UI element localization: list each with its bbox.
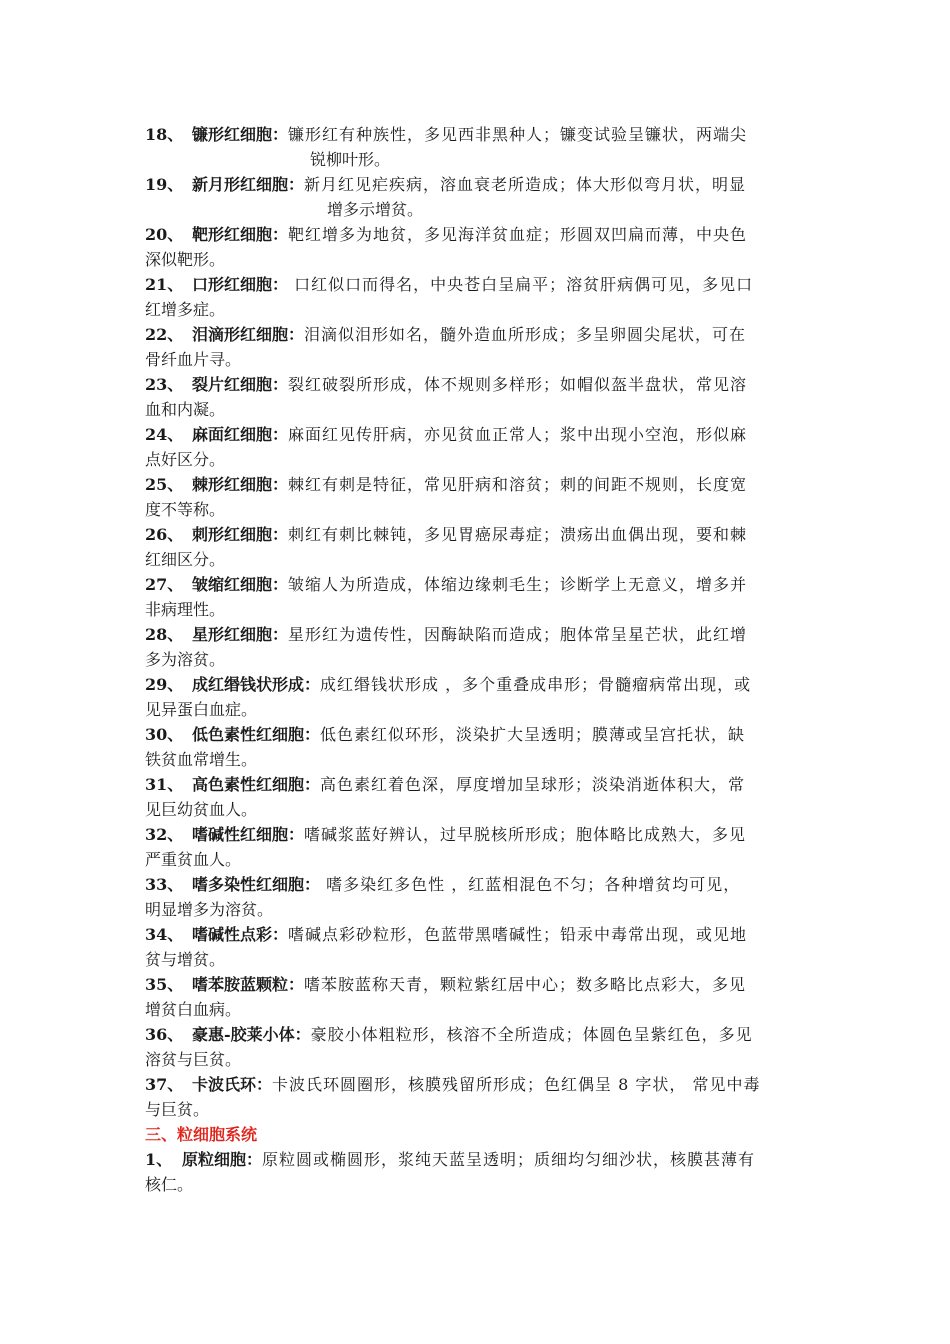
item-description: 原粒圆或椭圆形，浆纯天蓝呈透明；质细均匀细沙状，核膜甚薄有 xyxy=(262,1150,756,1169)
item-term: 泪滴形红细胞： xyxy=(192,325,305,344)
list-item xyxy=(145,472,805,497)
item-number: 25、 xyxy=(145,475,184,494)
list-item xyxy=(145,172,805,197)
item-number: 31、 xyxy=(145,775,184,794)
item-number: 36、 xyxy=(145,1025,184,1044)
item-term: 卡波氏环： xyxy=(192,1075,273,1094)
item-continuation: 点好区分。 xyxy=(145,450,226,469)
item-description: 豪胶小体粗粒形，核溶不全所造成；体圆色呈紫红色，多见 xyxy=(310,1025,753,1044)
list-item xyxy=(145,572,805,597)
item-term: 原粒细胞： xyxy=(182,1150,263,1169)
list-item xyxy=(145,422,805,447)
list-item xyxy=(145,1022,805,1047)
item-description: 皱缩人为所造成，体缩边缘刺毛生；诊断学上无意义，增多并 xyxy=(288,575,748,594)
item-term: 镰形红细胞： xyxy=(192,125,289,144)
item-continuation: 增贫白血病。 xyxy=(145,1000,242,1019)
item-continuation: 与巨贫。 xyxy=(145,1100,210,1119)
item-description: 麻面红见传肝病，亦见贫血正常人；浆中出现小空泡，形似麻 xyxy=(288,425,748,444)
item-description: 棘红有刺是特征，常见肝病和溶贫；刺的间距不规则，长度宽 xyxy=(288,475,748,494)
item-term: 低色素性红细胞： xyxy=(192,725,321,744)
list-item xyxy=(145,672,805,697)
item-continuation: 核仁。 xyxy=(145,1175,194,1194)
item-continuation: 非病理性。 xyxy=(145,600,226,619)
item-term: 新月形红细胞： xyxy=(192,175,305,194)
list-item xyxy=(145,122,805,147)
item-continuation: 多为溶贫。 xyxy=(145,650,226,669)
item-term: 星形红细胞： xyxy=(192,625,289,644)
item-continuation: 度不等称。 xyxy=(145,500,226,519)
item-number: 26、 xyxy=(145,525,184,544)
item-number: 27、 xyxy=(145,575,184,594)
item-continuation: 红细区分。 xyxy=(145,550,226,569)
item-description: 低色素红似环形，淡染扩大呈透明；膜薄或呈宫托状，缺 xyxy=(320,725,746,744)
list-item xyxy=(145,1072,805,1097)
item-description: 泪滴似泪形如名，髓外造血所形成；多呈卵圆尖尾状，可在 xyxy=(304,325,747,344)
item-continuation: 溶贫与巨贫。 xyxy=(145,1050,242,1069)
item-number: 34、 xyxy=(145,925,184,944)
item-continuation: 血和内凝。 xyxy=(145,400,226,419)
item-number: 29、 xyxy=(145,675,184,694)
item-number: 22、 xyxy=(145,325,184,344)
item-number: 21、 xyxy=(145,275,184,294)
item-description: 裂红破裂所形成，体不规则多样形；如帽似盔半盘状，常见溶 xyxy=(288,375,748,394)
item-description: 新月红见疟疾病，溶血衰老所造成；体大形似弯月状，明显 xyxy=(304,175,747,194)
item-description: 嗜多染红多色性 ，红蓝相混色不匀；各种增贫均可见， xyxy=(320,875,741,894)
item-number: 24、 xyxy=(145,425,184,444)
item-continuation: 见异蛋白血症。 xyxy=(145,700,258,719)
list-item xyxy=(145,922,805,947)
item-continuation: 骨纤血片寻。 xyxy=(145,350,242,369)
item-term: 高色素性红细胞： xyxy=(192,775,321,794)
item-number: 1、 xyxy=(145,1150,173,1169)
list-item xyxy=(145,722,805,747)
item-description: 口红似口而得名，中央苍白呈扁平；溶贫肝病偶可见，多见口 xyxy=(288,275,754,294)
item-description: 嗜碱浆蓝好辨认，过早脱核所形成；胞体略比成熟大，多见 xyxy=(304,825,747,844)
item-term: 棘形红细胞： xyxy=(192,475,289,494)
item-continuation: 锐柳叶形。 xyxy=(310,150,391,169)
item-continuation: 贫与增贫。 xyxy=(145,950,226,969)
item-description: 刺红有刺比棘钝，多见胃癌尿毒症；溃疡出血偶出现，要和棘 xyxy=(288,525,748,544)
item-description: 卡波氏环圆圈形，核膜残留所形成；色红偶呈 8 字状， 常见中毒 xyxy=(272,1075,761,1094)
item-term: 嗜碱性红细胞： xyxy=(192,825,305,844)
item-term: 嗜苯胺蓝颗粒： xyxy=(192,975,305,994)
item-term: 皱缩红细胞： xyxy=(192,575,289,594)
list-item xyxy=(145,822,805,847)
item-number: 28、 xyxy=(145,625,184,644)
item-description: 嗜苯胺蓝称天青，颗粒紫红居中心；数多略比点彩大，多见 xyxy=(304,975,747,994)
document-body xyxy=(145,122,805,1197)
item-description: 星形红为遗传性，因酶缺陷而造成；胞体常呈星芒状，此红增 xyxy=(288,625,748,644)
item-term: 豪惠-胶莱小体： xyxy=(192,1025,311,1044)
item-continuation: 见巨幼贫血人。 xyxy=(145,800,258,819)
item-term: 成红缗钱状形成： xyxy=(192,675,321,694)
item-continuation: 明显增多为溶贫。 xyxy=(145,900,274,919)
item-term: 裂片红细胞： xyxy=(192,375,289,394)
list-item xyxy=(145,1147,805,1172)
item-number: 20、 xyxy=(145,225,184,244)
item-continuation: 红增多症。 xyxy=(145,300,226,319)
item-description: 靶红增多为地贫，多见海洋贫血症；形圆双凹扁而薄，中央色 xyxy=(288,225,748,244)
item-term: 麻面红细胞： xyxy=(192,425,289,444)
item-number: 18、 xyxy=(145,125,184,144)
item-number: 33、 xyxy=(145,875,184,894)
list-item xyxy=(145,772,805,797)
item-term: 刺形红细胞： xyxy=(192,525,289,544)
item-description: 镰形红有种族性，多见西非黑种人；镰变试验呈镰状，两端尖 xyxy=(288,125,748,144)
item-number: 37、 xyxy=(145,1075,184,1094)
item-term: 嗜碱性点彩： xyxy=(192,925,289,944)
item-continuation: 严重贫血人。 xyxy=(145,850,242,869)
list-item xyxy=(145,272,805,297)
list-item xyxy=(145,972,805,997)
item-description: 嗜碱点彩砂粒形，色蓝带黑嗜碱性；铅汞中毒常出现，或见地 xyxy=(288,925,748,944)
item-continuation: 深似靶形。 xyxy=(145,250,226,269)
item-description: 高色素红着色深，厚度增加呈球形；淡染消逝体积大，常 xyxy=(320,775,746,794)
item-term: 嗜多染性红细胞： xyxy=(192,875,321,894)
list-item xyxy=(145,522,805,547)
item-description: 成红缗钱状形成 ，多个重叠成串形；骨髓瘤病常出现，或 xyxy=(320,675,752,694)
section-heading: 三、粒细胞系统 xyxy=(145,1125,258,1144)
item-number: 32、 xyxy=(145,825,184,844)
item-number: 19、 xyxy=(145,175,184,194)
item-term: 口形红细胞： xyxy=(192,275,289,294)
item-number: 35、 xyxy=(145,975,184,994)
item-term: 靶形红细胞： xyxy=(192,225,289,244)
list-item xyxy=(145,622,805,647)
item-number: 23、 xyxy=(145,375,184,394)
list-item xyxy=(145,372,805,397)
item-number: 30、 xyxy=(145,725,184,744)
list-item xyxy=(145,222,805,247)
item-continuation: 增多示增贫。 xyxy=(327,200,424,219)
list-item xyxy=(145,872,805,897)
list-item xyxy=(145,322,805,347)
item-continuation: 铁贫血常增生。 xyxy=(145,750,258,769)
